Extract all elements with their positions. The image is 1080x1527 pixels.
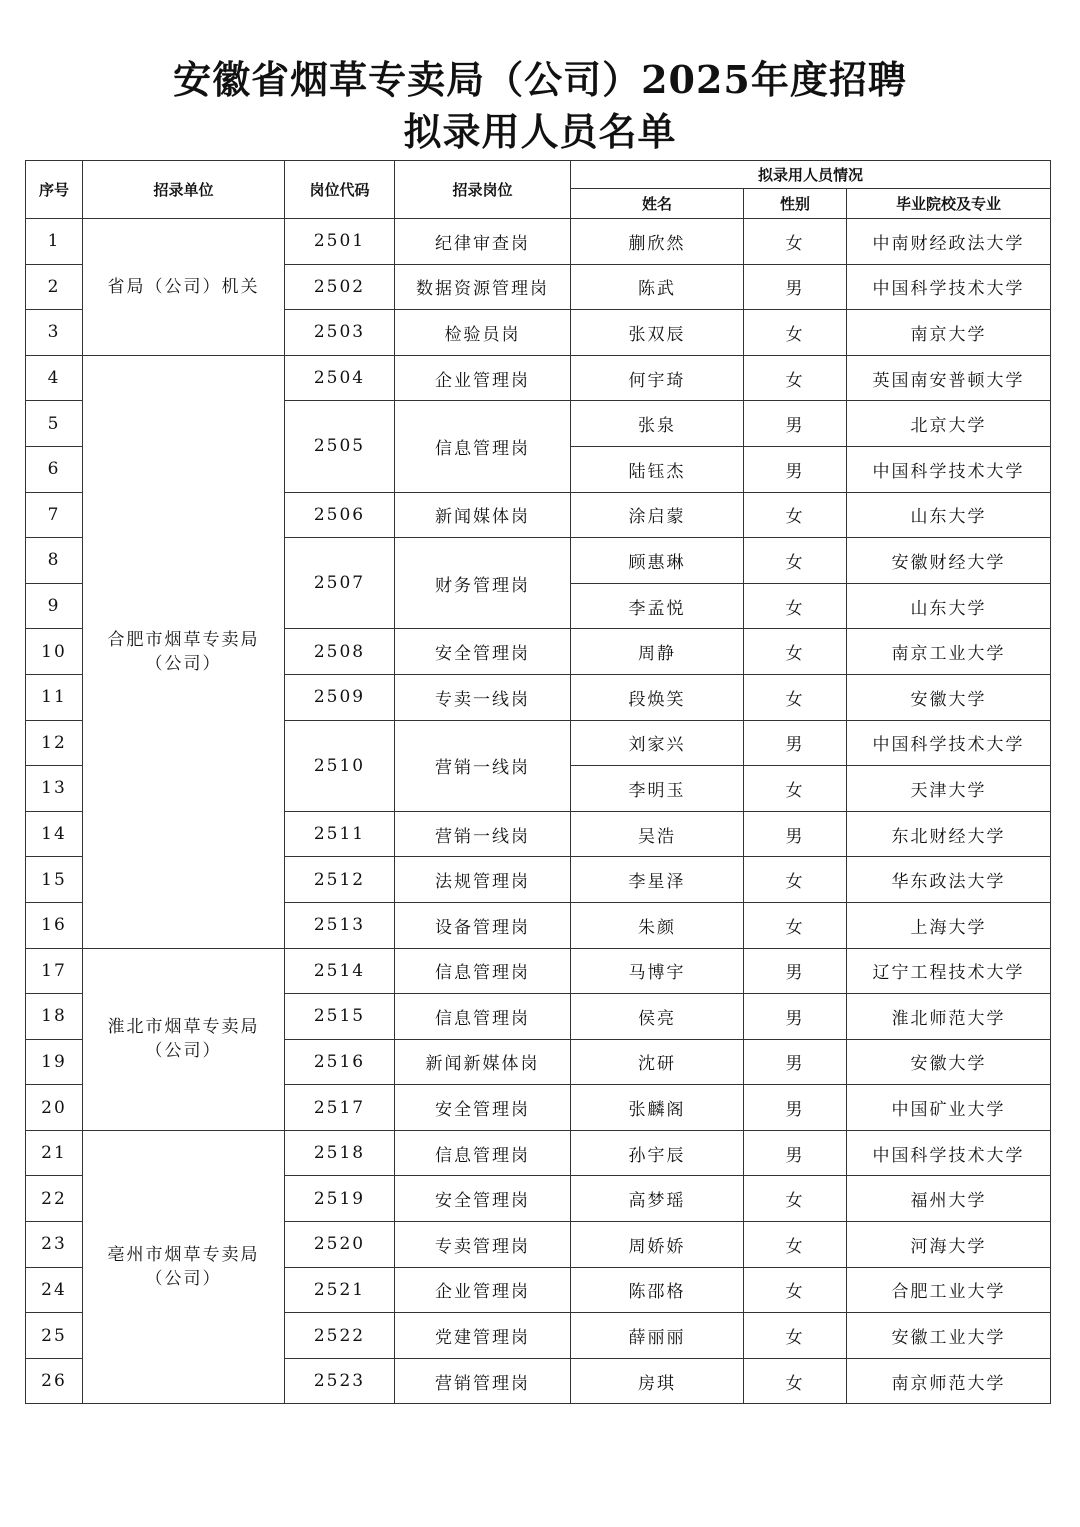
table-header xyxy=(26,161,1051,219)
gender-cell: 女 xyxy=(744,1267,847,1313)
gender-cell: 男 xyxy=(744,1039,847,1085)
school-cell: 中国矿业大学 xyxy=(847,1085,1051,1131)
person-name-cell: 高梦瑶 xyxy=(571,1176,744,1222)
seq-cell: 2 xyxy=(26,264,83,310)
position-name-cell: 财务管理岗 xyxy=(395,538,571,629)
position-name-cell: 信息管理岗 xyxy=(395,948,571,994)
school-cell: 天津大学 xyxy=(847,766,1051,812)
header-school: 毕业院校及专业 xyxy=(847,189,1051,219)
position-code-cell: 2502 xyxy=(285,264,395,310)
unit-cell xyxy=(83,1130,285,1404)
position-code-cell: 2511 xyxy=(285,811,395,857)
seq-cell: 14 xyxy=(26,811,83,857)
position-code-cell: 2516 xyxy=(285,1039,395,1085)
position-name-cell: 专卖一线岗 xyxy=(395,674,571,720)
school-cell: 南京工业大学 xyxy=(847,629,1051,675)
header-name: 姓名 xyxy=(571,189,744,219)
position-code-cell: 2517 xyxy=(285,1085,395,1131)
person-name-cell: 沈研 xyxy=(571,1039,744,1085)
person-name-cell: 周静 xyxy=(571,629,744,675)
person-name-cell: 朱颜 xyxy=(571,902,744,948)
position-name-cell: 信息管理岗 xyxy=(395,994,571,1040)
header-seq: 序号 xyxy=(26,161,83,219)
school-cell: 安徽财经大学 xyxy=(847,538,1051,584)
table-row xyxy=(26,355,1051,401)
position-code-cell: 2505 xyxy=(285,401,395,492)
seq-cell: 8 xyxy=(26,538,83,584)
unit-label: 省局（公司）机关 xyxy=(107,276,260,297)
unit-label: 亳州市烟草专卖局（公司） xyxy=(107,1245,260,1290)
position-code-cell: 2510 xyxy=(285,720,395,811)
person-name-cell: 段焕笑 xyxy=(571,674,744,720)
unit-label: 淮北市烟草专卖局（公司） xyxy=(107,1017,260,1062)
seq-cell: 7 xyxy=(26,492,83,538)
unit-cell xyxy=(83,355,285,948)
position-code-cell: 2515 xyxy=(285,994,395,1040)
school-cell: 安徽工业大学 xyxy=(847,1313,1051,1359)
gender-cell: 男 xyxy=(744,1085,847,1131)
school-cell: 南京师范大学 xyxy=(847,1358,1051,1404)
gender-cell: 男 xyxy=(744,811,847,857)
person-name-cell: 周娇娇 xyxy=(571,1222,744,1268)
position-code-cell: 2521 xyxy=(285,1267,395,1313)
position-code-cell: 2506 xyxy=(285,492,395,538)
gender-cell: 女 xyxy=(744,310,847,356)
gender-cell: 男 xyxy=(744,446,847,492)
seq-cell: 9 xyxy=(26,583,83,629)
seq-cell: 13 xyxy=(26,766,83,812)
gender-cell: 女 xyxy=(744,674,847,720)
position-code-cell: 2513 xyxy=(285,902,395,948)
seq-cell: 5 xyxy=(26,401,83,447)
school-cell: 福州大学 xyxy=(847,1176,1051,1222)
person-name-cell: 何宇琦 xyxy=(571,355,744,401)
hiring-roster-table xyxy=(25,160,1051,1404)
gender-cell: 女 xyxy=(744,902,847,948)
seq-cell: 24 xyxy=(26,1267,83,1313)
gender-cell: 女 xyxy=(744,766,847,812)
table-row xyxy=(26,948,1051,994)
seq-cell: 16 xyxy=(26,902,83,948)
position-name-cell: 新闻新媒体岗 xyxy=(395,1039,571,1085)
header-unit: 招录单位 xyxy=(83,161,285,219)
position-code-cell: 2523 xyxy=(285,1358,395,1404)
position-name-cell: 信息管理岗 xyxy=(395,401,571,492)
gender-cell: 女 xyxy=(744,629,847,675)
position-name-cell: 企业管理岗 xyxy=(395,1267,571,1313)
person-name-cell: 顾惠琳 xyxy=(571,538,744,584)
school-cell: 安徽大学 xyxy=(847,1039,1051,1085)
school-cell: 中国科学技术大学 xyxy=(847,720,1051,766)
gender-cell: 男 xyxy=(744,994,847,1040)
person-name-cell: 李明玉 xyxy=(571,766,744,812)
school-cell: 华东政法大学 xyxy=(847,857,1051,903)
person-name-cell: 吴浩 xyxy=(571,811,744,857)
seq-cell: 26 xyxy=(26,1358,83,1404)
gender-cell: 女 xyxy=(744,583,847,629)
position-name-cell: 专卖管理岗 xyxy=(395,1222,571,1268)
position-code-cell: 2508 xyxy=(285,629,395,675)
person-name-cell: 张泉 xyxy=(571,401,744,447)
person-name-cell: 陈武 xyxy=(571,264,744,310)
seq-cell: 20 xyxy=(26,1085,83,1131)
position-name-cell: 纪律审查岗 xyxy=(395,219,571,265)
school-cell: 山东大学 xyxy=(847,583,1051,629)
position-code-cell: 2509 xyxy=(285,674,395,720)
gender-cell: 女 xyxy=(744,492,847,538)
school-cell: 南京大学 xyxy=(847,310,1051,356)
position-name-cell: 营销管理岗 xyxy=(395,1358,571,1404)
unit-cell xyxy=(83,948,285,1130)
seq-cell: 15 xyxy=(26,857,83,903)
seq-cell: 25 xyxy=(26,1313,83,1359)
gender-cell: 女 xyxy=(744,1358,847,1404)
person-name-cell: 侯亮 xyxy=(571,994,744,1040)
seq-cell: 3 xyxy=(26,310,83,356)
seq-cell: 10 xyxy=(26,629,83,675)
person-name-cell: 张麟阁 xyxy=(571,1085,744,1131)
person-name-cell: 刘家兴 xyxy=(571,720,744,766)
school-cell: 淮北师范大学 xyxy=(847,994,1051,1040)
person-name-cell: 张双辰 xyxy=(571,310,744,356)
document-title: 安徽省烟草专卖局（公司）2025年度招聘 xyxy=(173,57,907,102)
position-name-cell: 安全管理岗 xyxy=(395,1176,571,1222)
position-code-cell: 2504 xyxy=(285,355,395,401)
school-cell: 中国科学技术大学 xyxy=(847,264,1051,310)
gender-cell: 女 xyxy=(744,355,847,401)
position-code-cell: 2514 xyxy=(285,948,395,994)
header-group: 拟录用人员情况 xyxy=(571,161,1051,189)
position-name-cell: 安全管理岗 xyxy=(395,1085,571,1131)
position-code-cell: 2501 xyxy=(285,219,395,265)
person-name-cell: 陆钰杰 xyxy=(571,446,744,492)
school-cell: 合肥工业大学 xyxy=(847,1267,1051,1313)
seq-cell: 17 xyxy=(26,948,83,994)
school-cell: 辽宁工程技术大学 xyxy=(847,948,1051,994)
person-name-cell: 蒯欣然 xyxy=(571,219,744,265)
gender-cell: 女 xyxy=(744,1176,847,1222)
position-code-cell: 2512 xyxy=(285,857,395,903)
gender-cell: 男 xyxy=(744,720,847,766)
seq-cell: 19 xyxy=(26,1039,83,1085)
position-name-cell: 信息管理岗 xyxy=(395,1130,571,1176)
school-cell: 北京大学 xyxy=(847,401,1051,447)
school-cell: 中南财经政法大学 xyxy=(847,219,1051,265)
header-gender: 性别 xyxy=(744,189,847,219)
person-name-cell: 李孟悦 xyxy=(571,583,744,629)
gender-cell: 女 xyxy=(744,1313,847,1359)
school-cell: 山东大学 xyxy=(847,492,1051,538)
gender-cell: 男 xyxy=(744,264,847,310)
position-code-cell: 2520 xyxy=(285,1222,395,1268)
seq-cell: 18 xyxy=(26,994,83,1040)
person-name-cell: 孙宇辰 xyxy=(571,1130,744,1176)
gender-cell: 女 xyxy=(744,1222,847,1268)
position-code-cell: 2522 xyxy=(285,1313,395,1359)
person-name-cell: 涂启蒙 xyxy=(571,492,744,538)
seq-cell: 1 xyxy=(26,219,83,265)
seq-cell: 22 xyxy=(26,1176,83,1222)
seq-cell: 6 xyxy=(26,446,83,492)
person-name-cell: 房琪 xyxy=(571,1358,744,1404)
person-name-cell: 薛丽丽 xyxy=(571,1313,744,1359)
position-name-cell: 营销一线岗 xyxy=(395,811,571,857)
unit-cell xyxy=(83,219,285,356)
position-name-cell: 企业管理岗 xyxy=(395,355,571,401)
table-row xyxy=(26,1130,1051,1176)
gender-cell: 男 xyxy=(744,948,847,994)
document-subtitle: 拟录用人员名单 xyxy=(403,109,677,154)
position-code-cell: 2519 xyxy=(285,1176,395,1222)
seq-cell: 21 xyxy=(26,1130,83,1176)
position-code-cell: 2518 xyxy=(285,1130,395,1176)
position-name-cell: 设备管理岗 xyxy=(395,902,571,948)
header-code: 岗位代码 xyxy=(285,161,395,219)
gender-cell: 男 xyxy=(744,401,847,447)
school-cell: 中国科学技术大学 xyxy=(847,446,1051,492)
person-name-cell: 陈邵格 xyxy=(571,1267,744,1313)
unit-label: 合肥市烟草专卖局（公司） xyxy=(107,629,260,674)
header-row-top xyxy=(26,161,1051,189)
person-name-cell: 马博宇 xyxy=(571,948,744,994)
school-cell: 中国科学技术大学 xyxy=(847,1130,1051,1176)
school-cell: 英国南安普顿大学 xyxy=(847,355,1051,401)
gender-cell: 女 xyxy=(744,538,847,584)
position-name-cell: 安全管理岗 xyxy=(395,629,571,675)
gender-cell: 男 xyxy=(744,1130,847,1176)
position-code-cell: 2503 xyxy=(285,310,395,356)
position-name-cell: 党建管理岗 xyxy=(395,1313,571,1359)
table-row xyxy=(26,219,1051,265)
school-cell: 安徽大学 xyxy=(847,674,1051,720)
position-name-cell: 检验员岗 xyxy=(395,310,571,356)
school-cell: 河海大学 xyxy=(847,1222,1051,1268)
school-cell: 上海大学 xyxy=(847,902,1051,948)
position-name-cell: 新闻媒体岗 xyxy=(395,492,571,538)
position-name-cell: 法规管理岗 xyxy=(395,857,571,903)
gender-cell: 女 xyxy=(744,857,847,903)
table-body xyxy=(26,219,1051,1404)
person-name-cell: 李星泽 xyxy=(571,857,744,903)
seq-cell: 23 xyxy=(26,1222,83,1268)
school-cell: 东北财经大学 xyxy=(847,811,1051,857)
seq-cell: 11 xyxy=(26,674,83,720)
header-position: 招录岗位 xyxy=(395,161,571,219)
position-code-cell: 2507 xyxy=(285,538,395,629)
seq-cell: 4 xyxy=(26,355,83,401)
position-name-cell: 营销一线岗 xyxy=(395,720,571,811)
gender-cell: 女 xyxy=(744,219,847,265)
seq-cell: 12 xyxy=(26,720,83,766)
position-name-cell: 数据资源管理岗 xyxy=(395,264,571,310)
